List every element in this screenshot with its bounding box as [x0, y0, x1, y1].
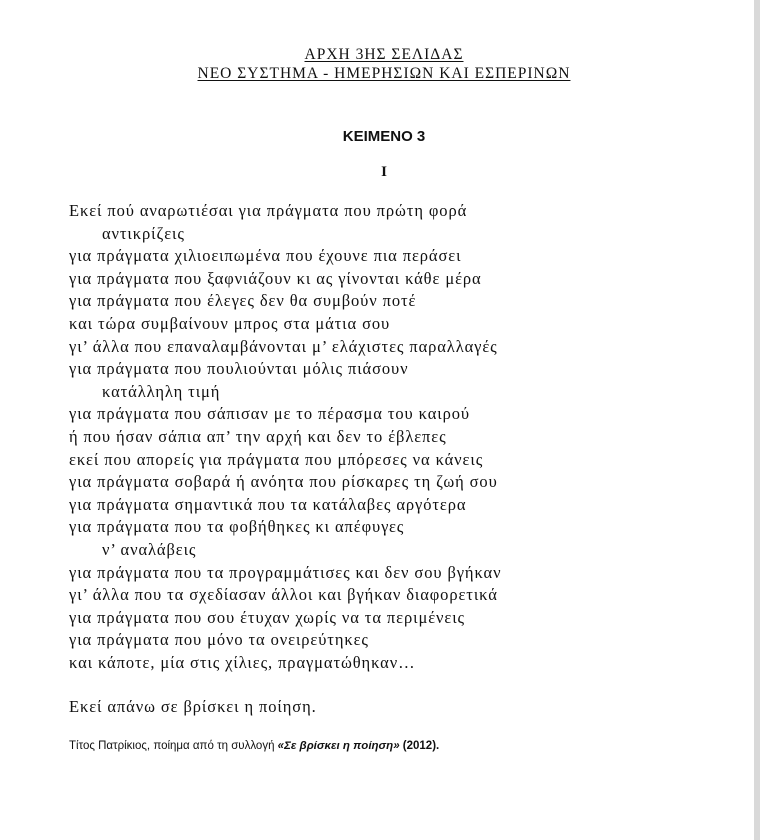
- poem-verse: γι’ άλλα που επαναλαμβάνονται μ’ ελάχιστες παραλλαγές: [69, 336, 498, 356]
- poem-verse: και τώρα συμβαίνουν μπρος στα μάτια σου: [69, 313, 391, 333]
- poem-verse: για πράγματα που μόνο τα ονειρεύτηκες: [69, 630, 369, 650]
- header-page-label: ΑΡΧΗ 3ΗΣ ΣΕΛΙΔΑΣ: [304, 46, 464, 63]
- poem-verse: και κάποτε, μία στις χίλιες, πραγματώθηκαν…: [69, 652, 416, 672]
- poem-closing-verse: Εκεί απάνω σε βρίσκει η ποίηση.: [69, 697, 317, 717]
- poem-verse: για πράγματα σοβαρά ή ανόητα που ρίσκαρες τη ζωή σου: [69, 472, 498, 492]
- poem-verse: εκεί που απορείς για πράγματα που μπόρεσες να κάνεις: [69, 449, 484, 469]
- exam-header: [0, 45, 768, 83]
- poem-verse: ή που ήσαν σάπια απ’ την αρχή και δεν το έβλεπες: [69, 426, 447, 446]
- poem-verse: για πράγματα που τα προγραμμάτισες και δεν σου βγήκαν: [69, 562, 502, 582]
- text-title: ΚΕΙΜΕΝΟ 3: [342, 128, 426, 145]
- poem-verse: για πράγματα που σάπισαν με το πέρασμα του καιρού: [69, 404, 470, 424]
- poem-verse: γι’ άλλα που τα σχεδίασαν άλλοι και βγήκαν διαφορετικά: [69, 585, 498, 605]
- poem-verse: για πράγματα που έλεγες δεν θα συμβούν ποτέ: [69, 291, 417, 311]
- poem-verse: για πράγματα σημαντικά που τα κατάλαβες αργότερα: [69, 494, 467, 514]
- poem-verse: για πράγματα χιλιοειπωμένα που έχουνε πια περάσει: [69, 246, 462, 266]
- caption-year: (2012).: [399, 740, 440, 752]
- source-caption: [69, 740, 439, 752]
- caption-book-title: «Σε βρίσκει η ποίηση»: [277, 740, 400, 752]
- poem-verse: κατάλληλη τιμή: [102, 381, 221, 401]
- poem-verse: για πράγματα που πουλιούνται μόλις πιάσουν: [69, 359, 409, 379]
- section-numeral: I: [381, 164, 387, 180]
- poem-verse: Εκεί πού αναρωτιέσαι για πράγματα που πρώτη φορά: [69, 201, 468, 220]
- poem-verse: για πράγματα που ξαφνιάζουν κι ας γίνονται κάθε μέρα: [69, 268, 482, 288]
- poem: [69, 200, 629, 719]
- caption-author: Τίτος Πατρίκιος, ποίημα από τη συλλογή: [69, 740, 278, 752]
- header-system-label: ΝΕΟ ΣΥΣΤΗΜΑ - ΗΜΕΡΗΣΙΩΝ ΚΑΙ ΕΣΠΕΡΙΝΩΝ: [197, 65, 571, 82]
- poem-verse: ν’ αναλάβεις: [102, 539, 197, 559]
- poem-verse: για πράγματα που τα φοβήθηκες κι απέφυγες: [69, 517, 405, 537]
- poem-verse: για πράγματα που σου έτυχαν χωρίς να τα περιμένεις: [69, 607, 465, 627]
- poem-verse: αντικρίζεις: [102, 223, 185, 243]
